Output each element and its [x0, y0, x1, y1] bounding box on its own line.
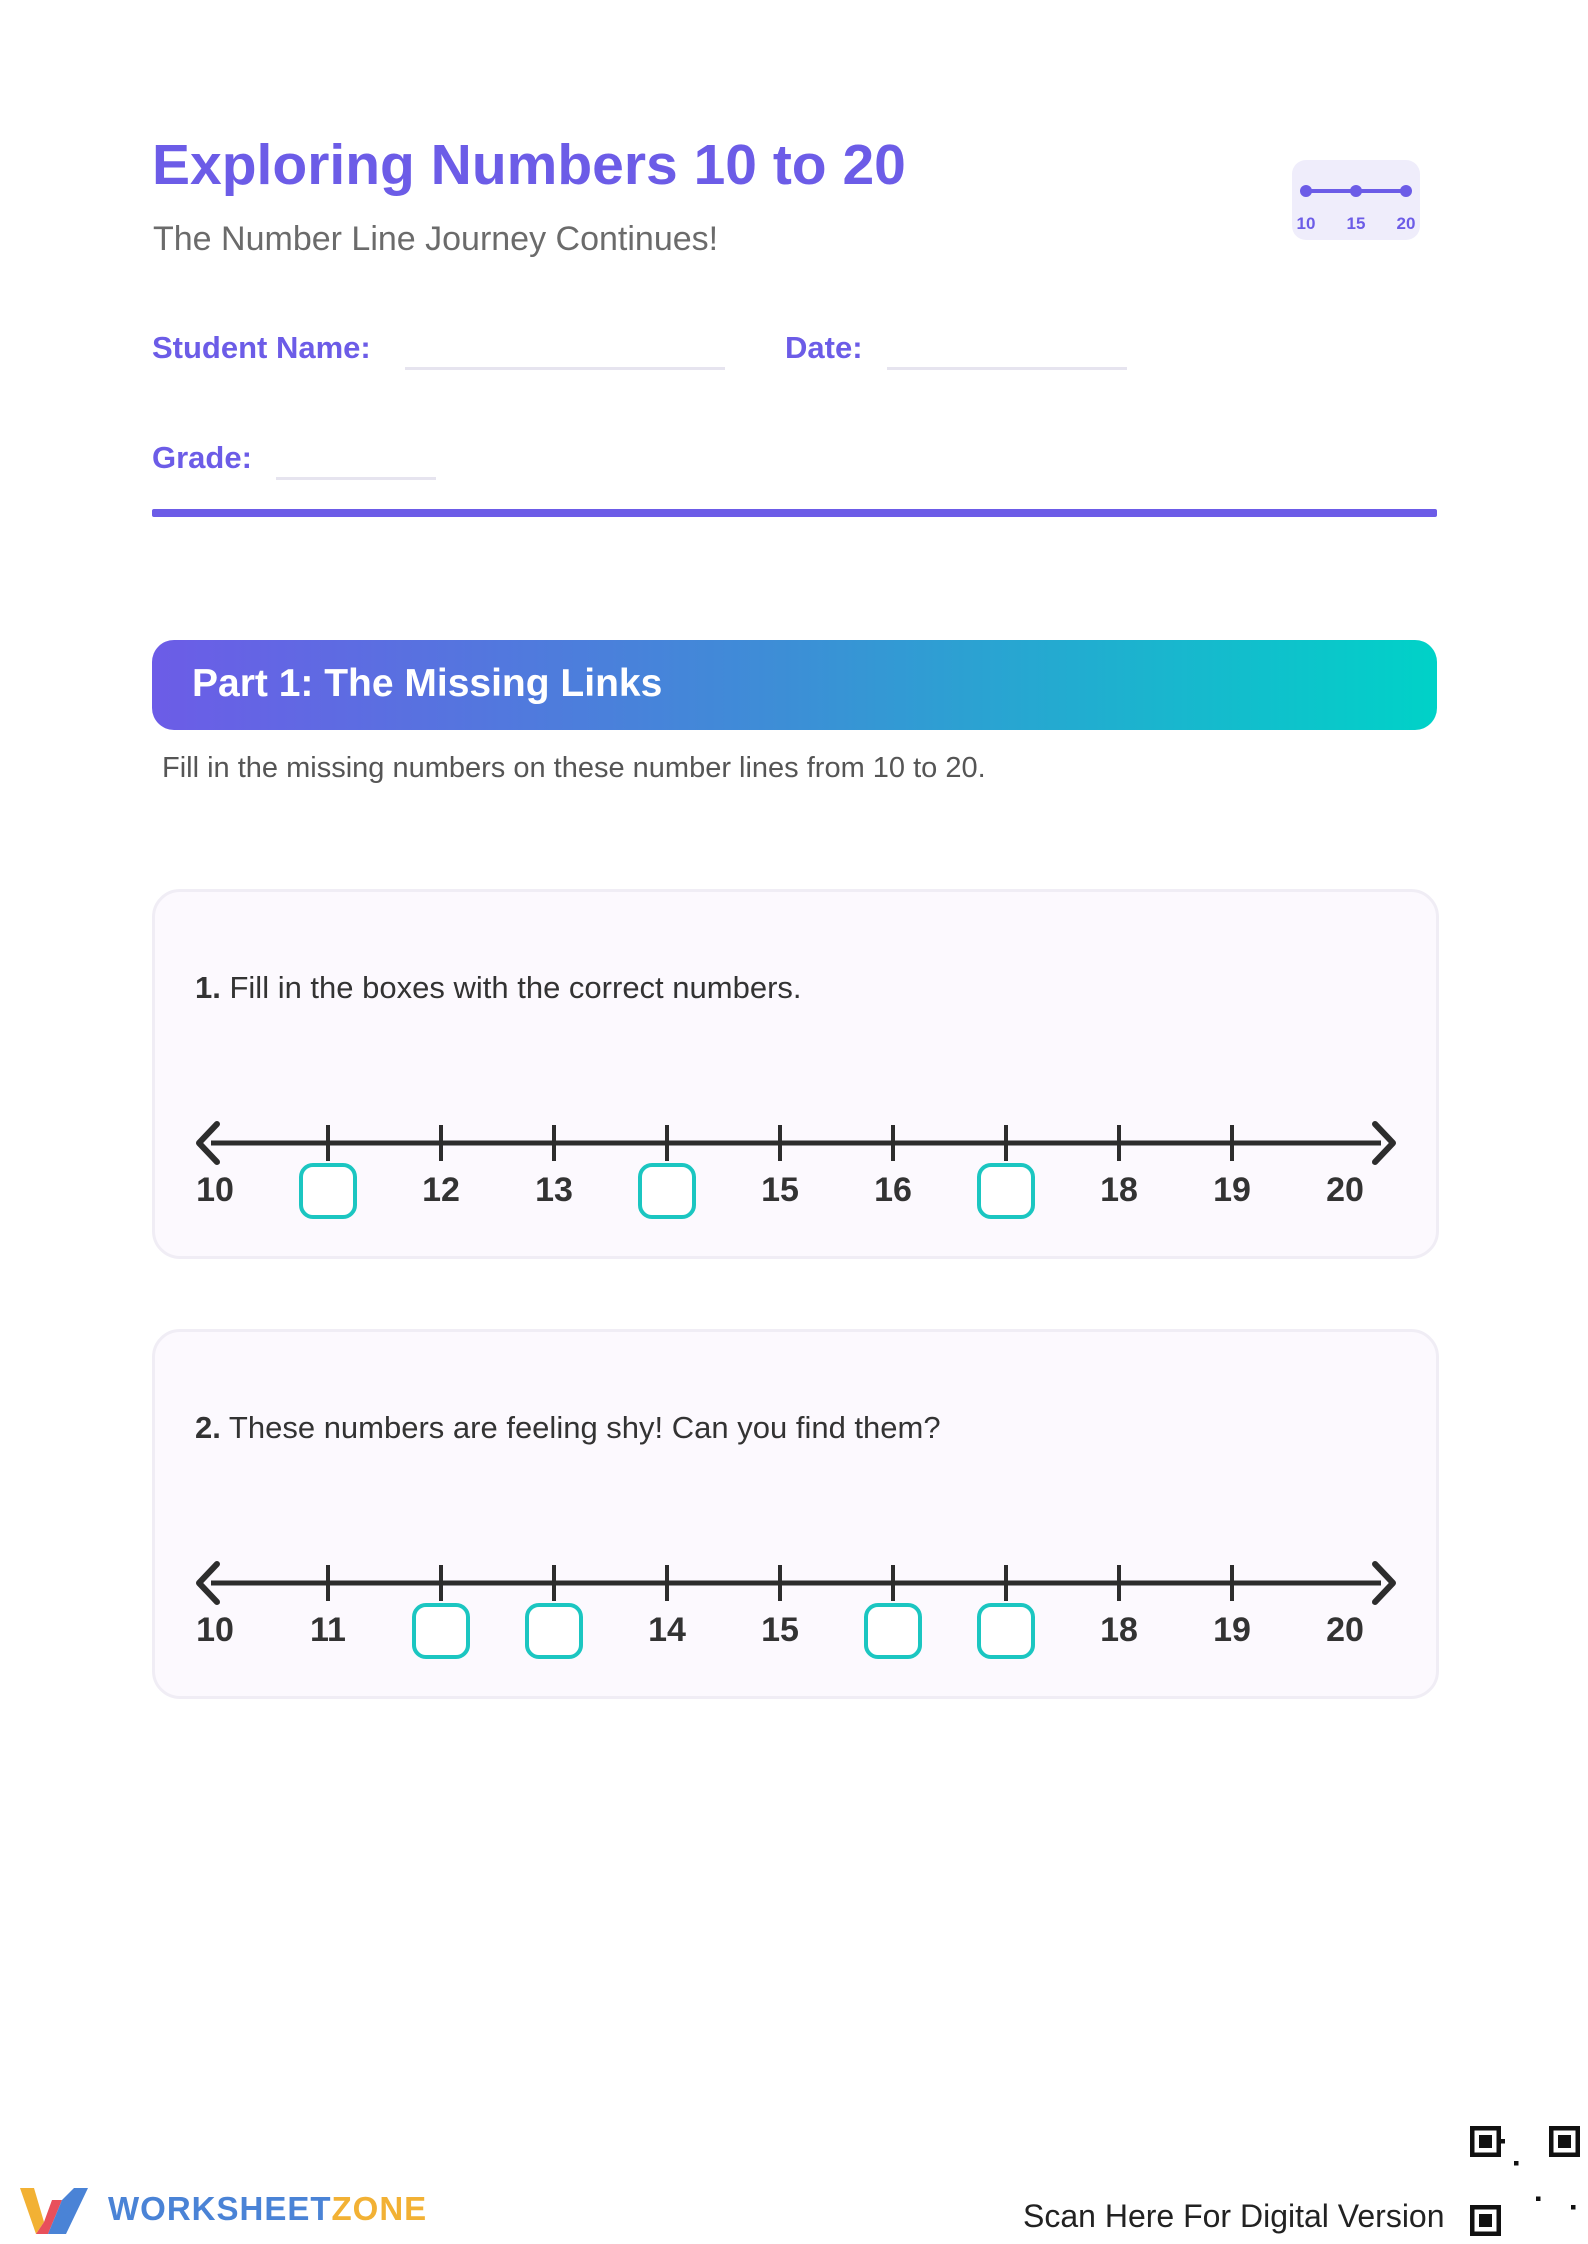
- date-field[interactable]: [887, 367, 1127, 370]
- answer-box[interactable]: [525, 1603, 583, 1659]
- worksheet-title: Exploring Numbers 10 to 20: [152, 133, 906, 197]
- brand-text-1: WORKSHEET: [108, 2190, 332, 2227]
- tick-label: 11: [310, 1611, 346, 1649]
- part-1-header: [152, 640, 1437, 730]
- tick-label: 13: [535, 1171, 573, 1209]
- question-1-card: [152, 889, 1439, 1259]
- question-prompt: These numbers are feeling shy! Can you find them?: [228, 1410, 941, 1445]
- answer-box[interactable]: [864, 1603, 922, 1659]
- answer-box[interactable]: [638, 1163, 696, 1219]
- tick-label: 18: [1100, 1171, 1138, 1209]
- number-line-badge: [1292, 160, 1420, 240]
- grade-field[interactable]: [276, 477, 436, 480]
- date-label: Date:: [785, 330, 863, 365]
- tick-label: 10: [196, 1611, 234, 1649]
- question-number: 1.: [195, 970, 221, 1005]
- badge-label-10: 10: [1296, 214, 1316, 233]
- part-1-title: Part 1: The Missing Links: [192, 662, 663, 705]
- tick-label: 15: [761, 1611, 799, 1649]
- tick-label: 16: [874, 1171, 912, 1209]
- question-2-card: [152, 1329, 1439, 1699]
- scan-text: Scan Here For Digital Version: [1023, 2198, 1445, 2234]
- answer-box[interactable]: [977, 1163, 1035, 1219]
- tick-label: 15: [761, 1171, 799, 1209]
- question-number: 2.: [195, 1410, 221, 1445]
- tick-label: 18: [1100, 1611, 1138, 1649]
- worksheet-subtitle: The Number Line Journey Continues!: [153, 220, 719, 258]
- tick-label: 12: [422, 1171, 460, 1209]
- tick-label: 10: [196, 1171, 234, 1209]
- part-1-instructions: Fill in the missing numbers on these number lines from 10 to 20.: [162, 752, 986, 784]
- badge-label-15: 15: [1346, 214, 1366, 233]
- tick-label: 14: [648, 1611, 686, 1649]
- student-name-field[interactable]: [405, 367, 725, 370]
- tick-label: 19: [1213, 1171, 1251, 1209]
- tick-label: 19: [1213, 1611, 1251, 1649]
- header-divider: [152, 509, 1437, 517]
- answer-box[interactable]: [412, 1603, 470, 1659]
- brand-text-2: ZONE: [331, 2190, 428, 2227]
- question-prompt: Fill in the boxes with the correct numbers.: [229, 970, 802, 1005]
- answer-box[interactable]: [299, 1163, 357, 1219]
- tick-label: 20: [1326, 1611, 1364, 1649]
- tick-label: 20: [1326, 1171, 1364, 1209]
- qr-code-icon[interactable]: [1470, 2126, 1580, 2236]
- badge-label-20: 20: [1396, 214, 1416, 233]
- worksheetzone-logo-icon: [18, 2182, 98, 2238]
- student-name-label: Student Name:: [152, 330, 371, 365]
- grade-label: Grade:: [152, 440, 252, 475]
- answer-box[interactable]: [977, 1603, 1035, 1659]
- worksheetzone-brand: [108, 2190, 427, 2228]
